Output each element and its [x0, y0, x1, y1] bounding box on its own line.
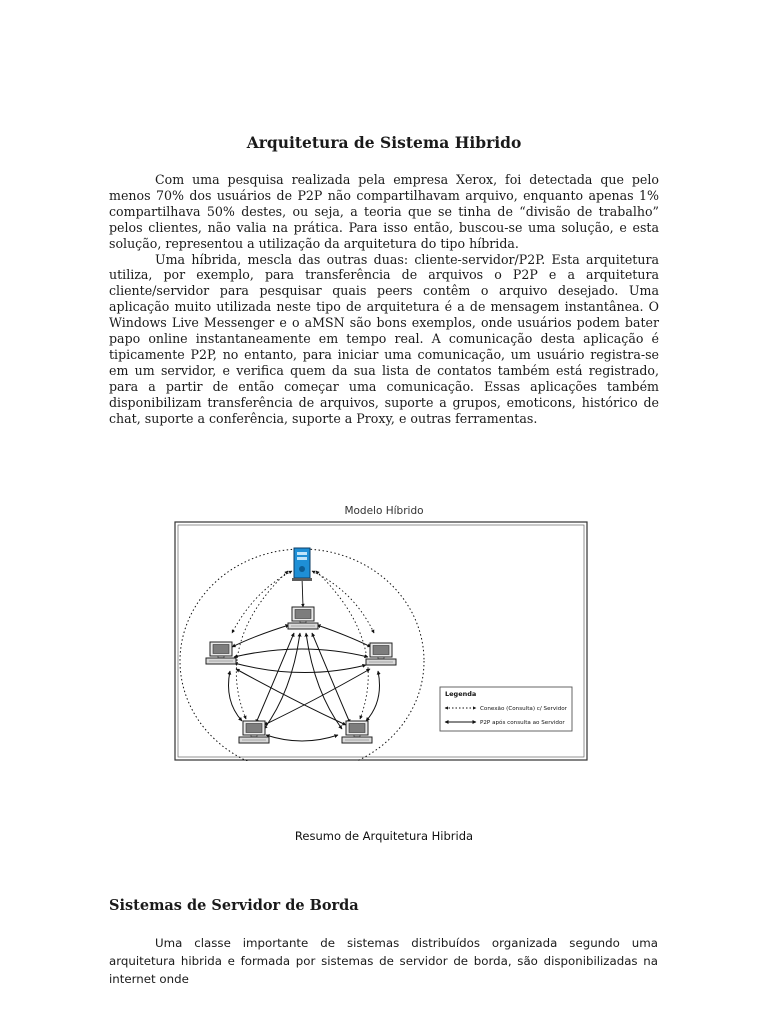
server-icon — [292, 548, 312, 581]
section-paragraph: Uma classe importante de sistemas distribuídos organizada segundo uma arquitetura hibrida e formada por sistemas de servidor de borda, são disponibilizadas na internet onde — [109, 936, 658, 986]
computer-icon-bottom-right — [342, 721, 372, 743]
legend-item-server-connection: Conexão (Consulta) c/ Servidor — [480, 706, 567, 712]
section-body — [109, 934, 658, 988]
legend-title: Legenda — [445, 690, 477, 698]
paragraph-2: Uma híbrida, mescla das outras duas: cliente-servidor/P2P. Esta arquitetura utiliza, por exemplo, para transferência de arquivos o P2P e a arquitetura cliente/servidor para pesquisar quais peers contêm o arquivo desejado. Uma aplicação muito utilizada neste tipo de arquitetura é a de mensagem instantânea. O Windows Live Messenger e o aMSN são bons exemplos, onde usuários podem bater papo online instantaneamente em tempo real. A comunicação desta aplicação é tipicamente P2P, no entanto, para iniciar uma comunicação, um usuário registra-se em um servidor, e verifica quem da sua lista de contatos também está registrado, para a partir de então começar uma comunicação. Essas aplicações também disponibilizam transferência de arquivos, suporte a grupos, emoticons, histórico de chat, suporte a conferência, suporte a Proxy, e outras ferramentas. — [109, 251, 659, 426]
computer-icon-right — [366, 643, 396, 665]
page-title: Arquitetura de Sistema Hibrido — [246, 133, 522, 152]
computer-icon-top — [288, 607, 318, 629]
hybrid-architecture-diagram — [174, 521, 588, 761]
figure-caption: Resumo de Arquitetura Hibrida — [294, 829, 474, 843]
diagram-legend — [440, 687, 572, 731]
computer-icon-left — [206, 642, 236, 664]
section-heading: Sistemas de Servidor de Borda — [109, 897, 359, 914]
legend-item-p2p: P2P após consulta ao Servidor — [480, 720, 565, 726]
paragraph-1: Com uma pesquisa realizada pela empresa Xerox, foi detectada que pelo menos 70% dos usuários de P2P não compartilhavam arquivo, enquanto apenas 1% compartilhava 50% destes, ou seja, a teoria que se tinha de “divisão de trabalho” pelos clientes, não valia na prática. Para isso então, buscou-se uma solução, e esta solução, representou a utilização da arquitetura do tipo híbrida. — [109, 172, 659, 251]
figure-title: Modelo Híbrido — [344, 505, 424, 517]
computer-icon-bottom-left — [239, 721, 269, 743]
body-text — [109, 172, 659, 427]
